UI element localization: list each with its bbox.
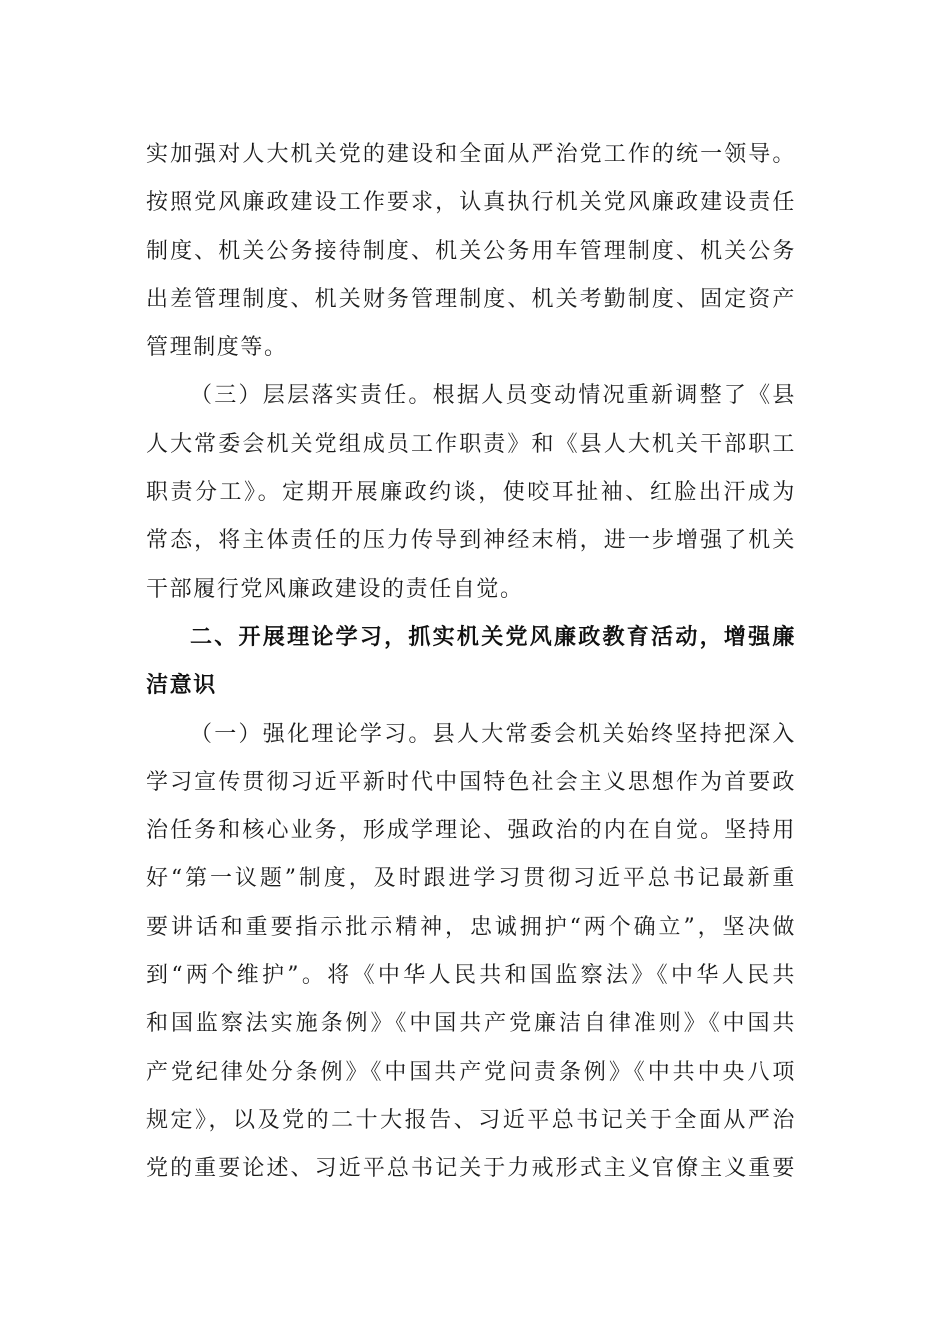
text-line: 治任务和核心业务，形成学理论、强政治的内在自觉。坚持用 [146,818,796,844]
text-line: 干部履行党风廉政建设的责任自觉。 [146,576,524,602]
text-line: 制度、机关公务接待制度、机关公务用车管理制度、机关公务 [146,238,796,264]
paragraph-theory-study [146,711,796,1194]
text-line: 人大常委会机关党组成员工作职责》和《县人大机关干部职工 [146,431,796,457]
text-line: 规定》，以及党的二十大报告、习近平总书记关于全面从严治 [146,1107,796,1133]
text-line: 常态，将主体责任的压力传导到神经末梢，进一步增强了机关 [146,528,796,554]
text-line: 产党纪律处分条例》《中国共产党问责条例》《中共中央八项 [146,1059,796,1085]
document-body [146,131,796,1194]
text-line: 党的重要论述、习近平总书记关于力戒形式主义官僚主义重要 [146,1156,796,1182]
text-line: （三）层层落实责任。根据人员变动情况重新调整了《县 [190,383,796,409]
text-line: 职责分工》。定期开展廉政约谈，使咬耳扯袖、红脸出汗成为 [146,480,796,506]
text-line: 出差管理制度、机关财务管理制度、机关考勤制度、固定资产 [146,286,796,312]
text-line: 到“两个维护”。将《中华人民共和国监察法》《中华人民共 [146,963,796,989]
heading-line: 二、开展理论学习，抓实机关党风廉政教育活动，增强廉 [190,624,796,650]
paragraph-responsibility [146,372,796,613]
paragraph-party-building-rules [146,131,796,372]
heading-line: 洁意识 [146,673,217,699]
text-line: （一）强化理论学习。县人大常委会机关始终坚持把深入 [190,721,796,747]
text-line: 要讲话和重要指示批示精神，忠诚拥护“两个确立”，坚决做 [146,914,796,940]
text-line: 按照党风廉政建设工作要求，认真执行机关党风廉政建设责任 [146,190,796,216]
text-line: 管理制度等。 [146,335,288,361]
text-line: 和国监察法实施条例》《中国共产党廉洁自律准则》《中国共 [146,1011,796,1037]
section-heading [146,614,796,711]
text-line: 好“第一议题”制度，及时跟进学习贯彻习近平总书记最新重 [146,866,796,892]
text-line: 实加强对人大机关党的建设和全面从严治党工作的统一领导。 [146,142,796,167]
text-line: 学习宣传贯彻习近平新时代中国特色社会主义思想作为首要政 [146,769,796,795]
